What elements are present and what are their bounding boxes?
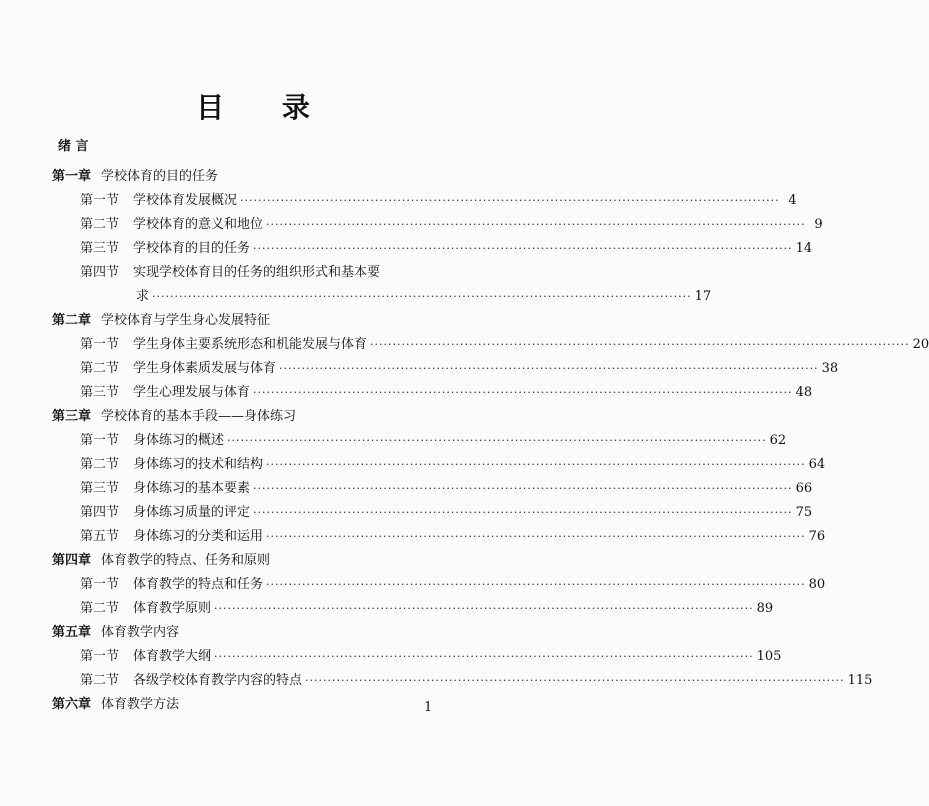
section-title: 体育教学大纲	[133, 649, 212, 664]
dot-leader: ························································································································	[266, 458, 806, 471]
section-page-number: 9	[814, 217, 823, 232]
dot-leader: ························································································································	[370, 338, 910, 351]
dot-leader: ························································································································	[305, 674, 845, 687]
chapter-label: 第三章	[52, 409, 92, 424]
section-label: 第四节	[80, 505, 120, 520]
section-label: 第二节	[80, 361, 120, 376]
dot-leader: ························································································································	[253, 482, 793, 495]
section-entry	[80, 670, 873, 692]
section-page-number: 115	[847, 673, 873, 688]
dot-leader: ························································································································	[227, 434, 767, 447]
chapter-title: 学校体育与学生身心发展特征	[101, 313, 271, 328]
section-entry	[80, 238, 813, 260]
dot-leader: ························································································································	[152, 290, 692, 303]
section-page-number: 48	[795, 385, 813, 400]
section-label: 第一节	[80, 577, 120, 592]
section-title: 体育教学原则	[133, 601, 212, 616]
section-label: 第一节	[80, 337, 120, 352]
section-label: 第三节	[80, 481, 120, 496]
section-label: 第二节	[80, 601, 120, 616]
section-page-number: 62	[769, 433, 787, 448]
section-title: 身体练习的分类和运用	[133, 529, 264, 544]
section-page-number: 66	[795, 481, 813, 496]
section-label: 第二节	[80, 673, 120, 688]
dot-leader: ························································································································	[214, 602, 754, 615]
section-title: 学校体育的目的任务	[133, 241, 251, 256]
section-title: 身体练习质量的评定	[133, 505, 251, 520]
section-page-number: 38	[821, 361, 839, 376]
dot-leader: ························································································································	[253, 242, 793, 255]
section-page-number: 76	[808, 529, 826, 544]
section-label: 第二节	[80, 217, 120, 232]
section-title: 体育教学的特点和任务	[133, 577, 264, 592]
section-entry	[80, 526, 826, 548]
dot-leader: ························································································································	[266, 530, 806, 543]
dot-leader: ························································································································	[266, 578, 806, 591]
chapter-title: 学校体育的基本手段——身体练习	[101, 409, 297, 424]
chapter-title: 学校体育的目的任务	[101, 169, 219, 184]
section-label: 第五节	[80, 529, 120, 544]
dot-leader: ························································································································	[214, 650, 754, 663]
section-entry	[80, 502, 813, 524]
section-page-number: 89	[756, 601, 774, 616]
section-entry	[80, 598, 774, 620]
section-label: 第三节	[80, 241, 120, 256]
section-title: 学生心理发展与体育	[133, 385, 251, 400]
dot-leader: ························································································································	[266, 218, 806, 231]
section-page-number: 80	[808, 577, 826, 592]
section-entry	[80, 454, 826, 476]
section-page-number: 20	[912, 337, 929, 352]
dot-leader: ························································································································	[253, 386, 793, 399]
chapter-label: 第一章	[52, 169, 92, 184]
chapter-heading	[52, 622, 179, 644]
page-title: 目 录	[196, 91, 334, 124]
chapter-heading	[52, 406, 296, 428]
chapter-title: 体育教学的特点、任务和原则	[101, 553, 271, 568]
chapter-label: 第四章	[52, 553, 92, 568]
section-page-number: 105	[756, 649, 782, 664]
section-title: 学生身体主要系统形态和机能发展与体育	[133, 337, 368, 352]
chapter-heading	[52, 310, 270, 332]
section-title: 身体练习的基本要素	[133, 481, 251, 496]
section-title: 实现学校体育目的任务的组织形式和基本要	[133, 265, 381, 280]
section-title: 学校体育的意义和地位	[133, 217, 264, 232]
section-entry-continued	[136, 286, 712, 308]
section-page-number: 4	[788, 193, 797, 208]
section-entry	[80, 214, 823, 236]
section-page-number: 14	[795, 241, 813, 256]
chapter-label: 第二章	[52, 313, 92, 328]
chapter-heading	[52, 550, 270, 572]
section-title: 身体练习的技术和结构	[133, 457, 264, 472]
section-label: 第一节	[80, 433, 120, 448]
chapter-heading	[52, 694, 179, 716]
section-label: 第四节	[80, 265, 120, 280]
section-page-number: 64	[808, 457, 826, 472]
chapter-heading	[52, 166, 218, 188]
section-entry	[80, 478, 813, 500]
intro-heading: 绪 言	[58, 139, 89, 154]
section-title: 身体练习的概述	[133, 433, 225, 448]
section-title: 学校体育发展概况	[133, 193, 238, 208]
section-entry	[80, 334, 929, 356]
section-entry	[80, 646, 782, 668]
chapter-title: 体育教学内容	[101, 625, 180, 640]
chapter-label: 第五章	[52, 625, 92, 640]
section-page-number: 17	[694, 289, 712, 304]
section-label: 第一节	[80, 193, 120, 208]
section-page-number: 75	[795, 505, 813, 520]
section-title: 学生身体素质发展与体育	[133, 361, 277, 376]
chapter-title: 体育教学方法	[101, 697, 180, 712]
dot-leader: ························································································································	[253, 506, 793, 519]
dot-leader: ························································································································	[240, 194, 780, 207]
section-entry	[80, 358, 839, 380]
section-label: 第一节	[80, 649, 120, 664]
page-number: 1	[424, 700, 433, 715]
section-entry	[80, 574, 826, 596]
section-entry	[80, 190, 797, 212]
section-label: 第三节	[80, 385, 120, 400]
dot-leader: ························································································································	[279, 362, 819, 375]
section-entry	[80, 382, 813, 404]
section-title-continued: 求	[136, 289, 150, 304]
section-entry	[80, 430, 787, 452]
chapter-label: 第六章	[52, 697, 92, 712]
section-title: 各级学校体育教学内容的特点	[133, 673, 303, 688]
section-label: 第二节	[80, 457, 120, 472]
section-entry	[80, 262, 380, 284]
